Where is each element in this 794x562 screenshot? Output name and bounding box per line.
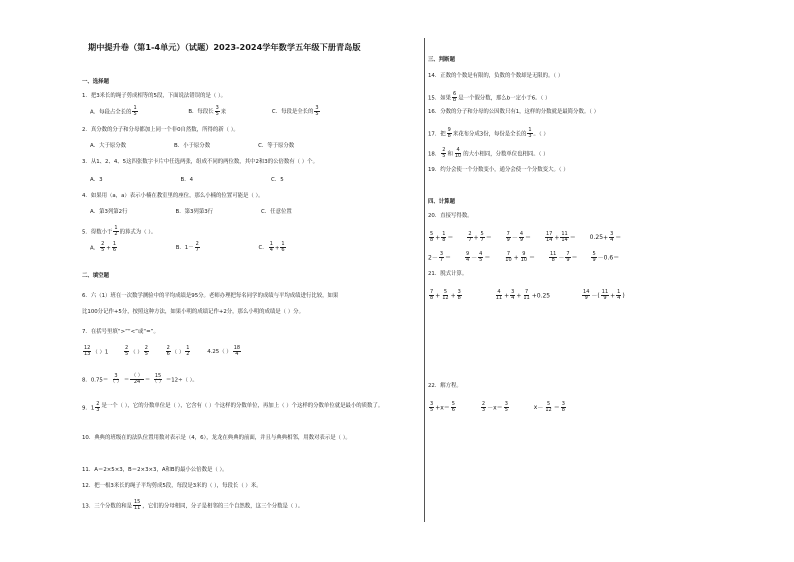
- question-18: 18． $\frac{2}{5}$ 和 $\frac{4}{10}$ 的大小相同，分数单位也相同。（ ）: [428, 147, 549, 160]
- question-17: 17．把 $\frac{9}{8}$ 米花布分成3份，每份是全长的 $\frac{1}{3}$ 。（ ）: [428, 127, 549, 140]
- question-7: 7．在括号里填“>”“<”或“=”。: [82, 329, 159, 335]
- step-calc-row: $\frac{7}{8}$ + $\frac{5}{12}$ + $\frac{3}{8}$ $\frac{4}{11}$ + $\frac{3}{4}$ + $\frac{7}{11}$ +0.25 $\frac{14}{9}$ －( $\frac{11}{9}$ + $\frac{1}{4}$ ): [430, 289, 625, 302]
- question-5-options: A． $\frac{2}{5}$ + $\frac{1}{6}$ B．1－ $\frac{2}{7}$ C． $\frac{1}{4}$ + $\frac{1}{6}$: [90, 241, 285, 254]
- column-divider: [424, 38, 425, 522]
- question-8: 8．0.75＝ 3 （ ） ＝ （ ） 24 ＝ 15 （ ） ＝12÷（ ）。: [82, 373, 198, 386]
- question-21: 21．脱式计算。: [428, 271, 468, 277]
- page-title: 期中提升卷（第1-4单元）（试题）2023-2024学年数学五年级下册青岛版: [88, 42, 361, 52]
- section-judge-title: 三、判断题: [428, 57, 455, 63]
- direct-calc-row-2: 2－ $\frac{3}{7}$ ＝ $\frac{9}{4}$ － $\frac{4}{5}$ ＝ $\frac{7}{10}$ + $\frac{9}{10}$ ＝ $\frac{11}{8}$ － $\frac{7}{9}$ ＝ $\frac{5}{9}$ －0.6＝: [428, 251, 620, 264]
- question-12: 12．把一根3米长的绳子平均剪成5段，每段是3米的（ ），每段长（ ）米。: [82, 483, 262, 489]
- section-choice-title: 一、选择题: [82, 79, 109, 85]
- question-4-options: A．第3列第2行 B．第3列第3行 C．任意位置: [90, 209, 292, 215]
- direct-calc-row-1: $\frac{5}{8}$ + $\frac{1}{8}$ ＝ $\frac{2}{7}$ + $\frac{5}{7}$ ＝ $\frac{7}{9}$ － $\frac{4}{9}$ ＝ $\frac{17}{14}$ + $\frac{11}{14}$ ＝ 0.25+ $\frac{3}{4}$ ＝: [430, 231, 622, 244]
- question-10: 10．典典的班级在的法队位置用数对表示是（4，6），龙龙在典典的前面，并且与典典相邻，用数对表示是（ ）。: [82, 435, 351, 441]
- question-16: 16．分数的分子和分母的公因数只有1，这样的分数就是最简分数。（ ）: [428, 109, 600, 115]
- question-22: 22．解方程。: [428, 383, 462, 389]
- question-2-options: A．大于原分数 B．小于原分数 C．等于原分数: [90, 143, 295, 149]
- question-15: 15．如果 $\frac{6}{b}$ 是一个假分数，那么b一定小于6。（ ）: [428, 91, 551, 104]
- question-7-items: $\frac{12}{13}$ （ ）1 $\frac{2}{5}$ （ ） $\frac{2}{5}$ $\frac{2}{6}$ （ ） $\frac{1}{2}$ 4.25（ ） $\frac{18}{4}$: [84, 345, 241, 358]
- section-calc-title: 四、计算题: [428, 199, 455, 205]
- question-3: 3．从1、2、4、5这四张数字卡片中任选两张，组成不同的两位数，其中2和3的公倍数有（ ）个。: [82, 159, 318, 165]
- equation-row: $\frac{3}{5}$ +x＝ $\frac{5}{6}$ $\frac{2}{3}$ －x＝ $\frac{3}{5}$ x－ $\frac{5}{12}$ ＝ $\frac{3}{8}$: [430, 401, 565, 414]
- question-1: 1．把3米长的绳子剪成相等的5段，下面说法错误的是（ ）。: [82, 93, 227, 99]
- question-20: 20．直接写得数。: [428, 213, 473, 219]
- question-6-line-2: 比100分记作+5分，按照这种方法，如果小明的成绩记作+2分，那么小明的成绩是（ ）分。: [82, 309, 304, 315]
- question-5: 5．得数小于 $\frac{1}{2}$ 的算式为（ ）。: [82, 225, 157, 238]
- question-2: 2．真分数的分子和分母都加上同一个非0自然数，所得的新（ ）。: [82, 127, 239, 133]
- question-9: 9．1 $\frac{2}{3}$ 是一个（ ），它的分数单位是（ ），它含有（ ）个这样的分数单位，再加上（ ）个这样的分数单位就是最小的质数了。: [82, 401, 384, 414]
- question-6-line-1: 6．六（1）班在一次数学测验中的平均成绩是95分。老师办理把每名同学的成绩与平均成绩进行比较，如果: [82, 293, 339, 299]
- question-19: 19．约分会使一个分数变小，通分会使一个分数变大。（ ）: [428, 167, 569, 173]
- question-4: 4．如果用（a，a）表示小楠在教室里的座位，那么小楠的位置可能是（ ）。: [82, 193, 264, 199]
- question-3-options: A．3 B．4 C．5: [90, 177, 284, 183]
- section-fill-title: 二、填空题: [82, 273, 109, 279]
- question-11: 11．A＝2×5×3，B＝2×3×3，A和B的最小公倍数是（ ）。: [82, 467, 228, 473]
- question-1-options: A．每段占全长的 $\frac{1}{5}$ B．每段长 $\frac{3}{5}$ 米 C．每段是全长的 $\frac{3}{5}$: [90, 105, 319, 118]
- question-14: 14．正数的个数是有限的，负数的个数却是无限的。（ ）: [428, 73, 564, 79]
- question-13: 13．三个分数的和是 $\frac{15}{11}$ ，它们的分母相同，分子是相邻的三个自然数，这三个分数是（ ）。: [82, 499, 304, 512]
